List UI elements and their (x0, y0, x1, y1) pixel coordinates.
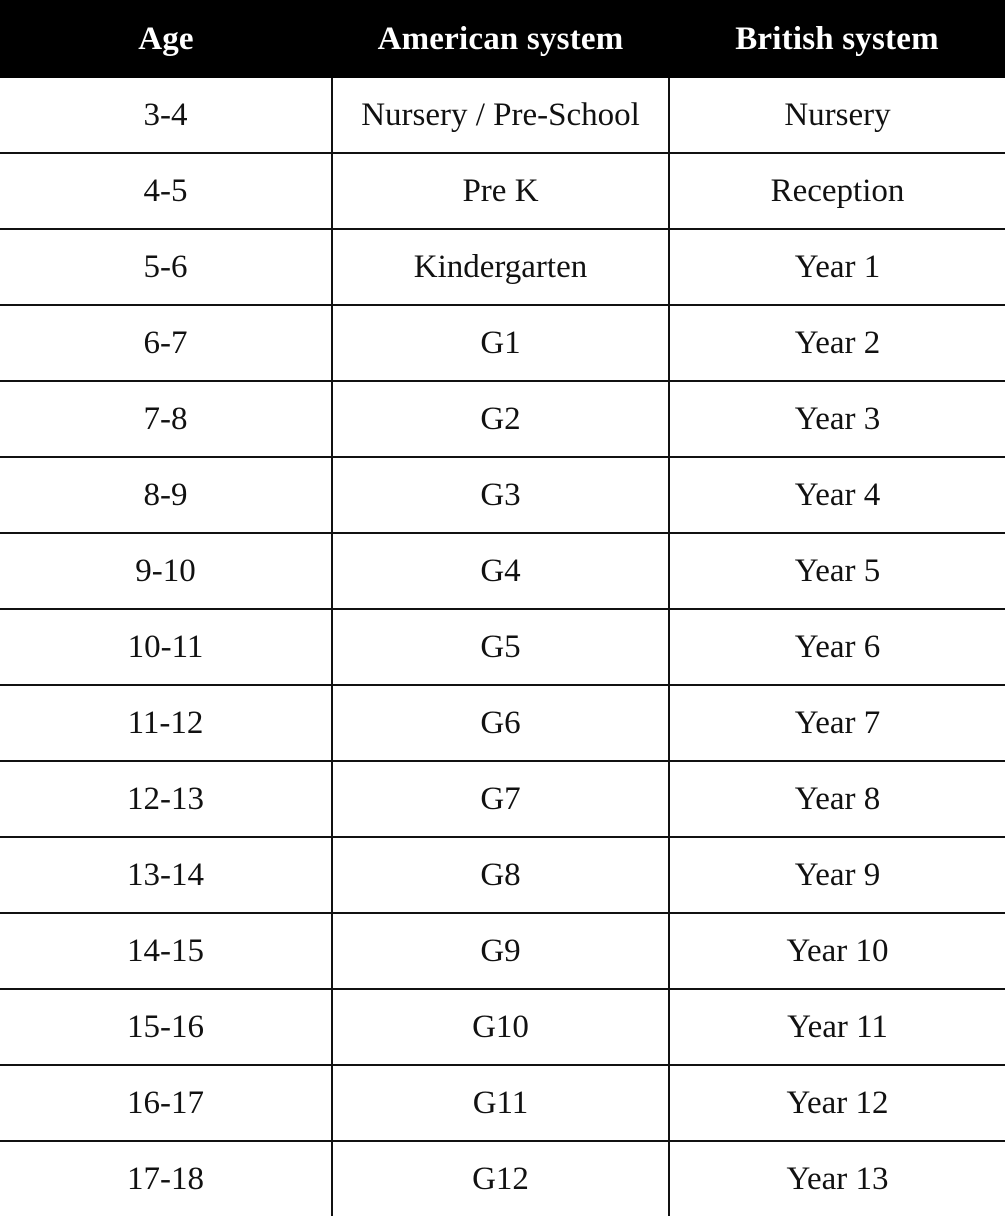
cell-american-system: G8 (332, 837, 669, 913)
table-row (0, 78, 1005, 153)
cell-british-system: Year 13 (669, 1141, 1005, 1216)
table-row (0, 913, 1005, 989)
header-row (0, 0, 1005, 78)
table-row (0, 381, 1005, 457)
cell-british-system: Year 9 (669, 837, 1005, 913)
cell-british-system: Year 12 (669, 1065, 1005, 1141)
cell-american-system: G6 (332, 685, 669, 761)
cell-age: 6-7 (0, 305, 332, 381)
cell-american-system: G4 (332, 533, 669, 609)
cell-british-system: Year 5 (669, 533, 1005, 609)
cell-age: 7-8 (0, 381, 332, 457)
cell-american-system: Pre K (332, 153, 669, 229)
cell-british-system: Reception (669, 153, 1005, 229)
cell-american-system: G7 (332, 761, 669, 837)
cell-age: 12-13 (0, 761, 332, 837)
table-row (0, 153, 1005, 229)
header-american-system: American system (332, 0, 669, 78)
header-age: Age (0, 0, 332, 78)
cell-british-system: Year 7 (669, 685, 1005, 761)
table-row (0, 457, 1005, 533)
cell-british-system: Year 3 (669, 381, 1005, 457)
table-row (0, 609, 1005, 685)
table-row (0, 1065, 1005, 1141)
table-row (0, 305, 1005, 381)
cell-american-system: G10 (332, 989, 669, 1065)
cell-american-system: G11 (332, 1065, 669, 1141)
cell-age: 15-16 (0, 989, 332, 1065)
cell-age: 14-15 (0, 913, 332, 989)
table-row (0, 1141, 1005, 1216)
cell-age: 5-6 (0, 229, 332, 305)
cell-age: 16-17 (0, 1065, 332, 1141)
table-row (0, 837, 1005, 913)
table-body (0, 78, 1005, 1216)
cell-british-system: Year 11 (669, 989, 1005, 1065)
cell-american-system: G3 (332, 457, 669, 533)
cell-american-system: Nursery / Pre-School (332, 78, 669, 153)
cell-american-system: Kindergarten (332, 229, 669, 305)
cell-age: 9-10 (0, 533, 332, 609)
cell-british-system: Nursery (669, 78, 1005, 153)
header-british-system: British system (669, 0, 1005, 78)
table-row (0, 685, 1005, 761)
cell-age: 10-11 (0, 609, 332, 685)
cell-age: 11-12 (0, 685, 332, 761)
cell-british-system: Year 6 (669, 609, 1005, 685)
table-row (0, 761, 1005, 837)
cell-american-system: G9 (332, 913, 669, 989)
cell-american-system: G12 (332, 1141, 669, 1216)
cell-british-system: Year 4 (669, 457, 1005, 533)
cell-american-system: G5 (332, 609, 669, 685)
cell-age: 8-9 (0, 457, 332, 533)
table-row (0, 989, 1005, 1065)
cell-british-system: Year 8 (669, 761, 1005, 837)
table-row (0, 229, 1005, 305)
cell-american-system: G2 (332, 381, 669, 457)
cell-age: 13-14 (0, 837, 332, 913)
cell-british-system: Year 10 (669, 913, 1005, 989)
cell-american-system: G1 (332, 305, 669, 381)
cell-age: 17-18 (127, 1160, 204, 1197)
cell-british-system: Year 2 (669, 305, 1005, 381)
table-row (0, 533, 1005, 609)
cell-age: 4-5 (0, 153, 332, 229)
cell-british-system: Year 1 (669, 229, 1005, 305)
cell-age: 3-4 (0, 78, 332, 153)
table-header (0, 0, 1005, 78)
